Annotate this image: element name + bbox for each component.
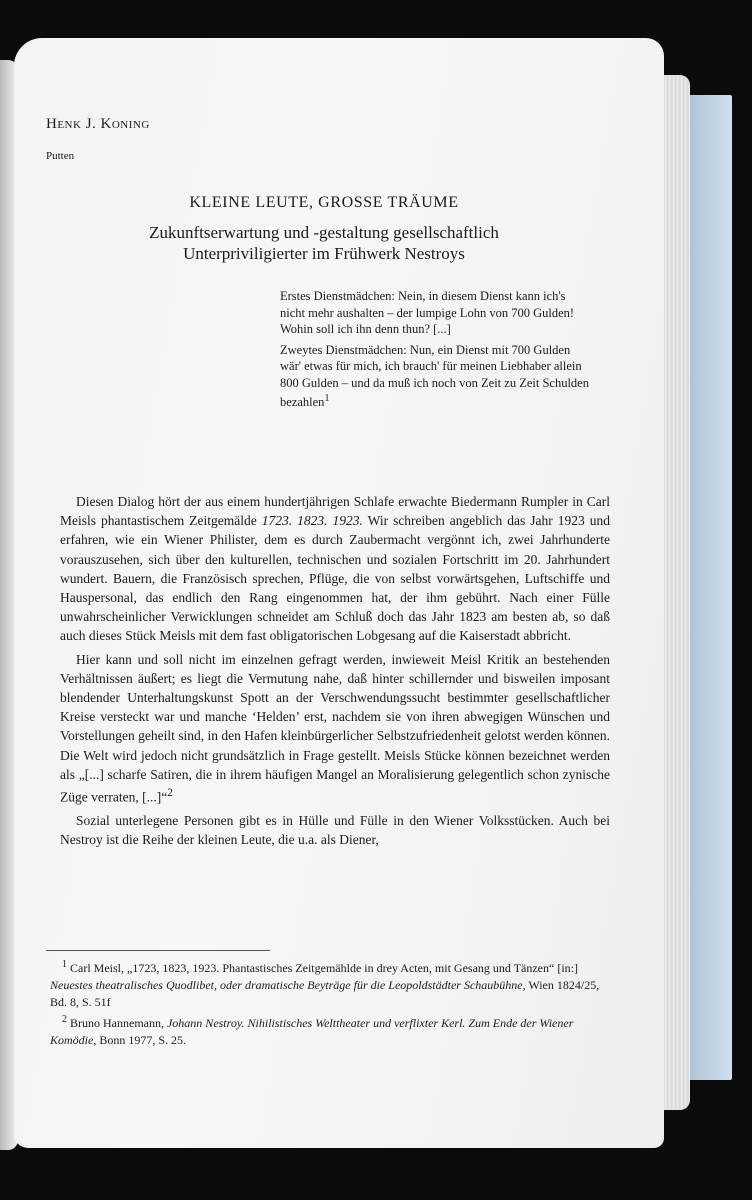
subtitle-line: Unterpriviligierter im Frühwerk Nestroys bbox=[183, 244, 465, 263]
body-p1-text-a: Diesen Dialog hört der aus einem hundertjährigen Schlafe erwachte Biedermann Rumpler in Carl Meisls phantastischem Zeitgemälde bbox=[60, 494, 610, 529]
footnote-1 bbox=[50, 956, 615, 1011]
footnote-mark: 1 bbox=[324, 393, 330, 404]
chapter-title: KLEINE LEUTE, GROSSE TRÄUME bbox=[189, 194, 459, 211]
footnote-mark: 2 bbox=[167, 787, 173, 800]
footnotes bbox=[50, 956, 615, 1049]
footnote-1-mark: 1 bbox=[62, 959, 67, 970]
footnote-2-text-a: Bruno Hannemann, bbox=[70, 1016, 167, 1030]
footnote-2-text-b: Bonn 1977, S. 25. bbox=[96, 1033, 187, 1047]
quote-paragraph-1: Erstes Dienstmädchen: Nein, in diesem Dienst kann ich's nicht mehr aushalten – der lumpige Lohn von 700 Gulden! Wohin soll ich ihn denn thun? [...] bbox=[280, 289, 575, 336]
subtitle-line: Zukunftserwartung und -gestaltung gesellschaftlich bbox=[149, 223, 499, 242]
footnote-1-text-b: Wien 1824/25, Bd. 8, S. 51f bbox=[50, 978, 600, 1009]
body-paragraph-2 bbox=[60, 650, 610, 807]
work-title: 1723. 1823. 1923. bbox=[261, 513, 363, 529]
quote-paragraph-2-text: Zweytes Dienstmädchen: Nun, ein Dienst mit 700 Gulden wär' etwas für mich, ich brauch' für meinen Liebhaber allein 800 Gulden – und da muß ich noch von Zeit zu Zeit Schulden bezahlen bbox=[280, 342, 589, 410]
book-page bbox=[14, 38, 664, 1148]
body-paragraph-1 bbox=[60, 492, 610, 646]
footnote-divider bbox=[46, 950, 270, 951]
body-paragraph-3: Sozial unterlegene Personen gibt es in Hülle und Fülle in den Wiener Volksstücken. Auch bei Nestroy ist die Reihe der kleinen Leute, die u.a. als Diener, bbox=[60, 812, 610, 847]
footnote-2 bbox=[50, 1011, 615, 1049]
body-p1-text-b: Wir schreiben angeblich das Jahr 1923 und erfahren, wie ein Wiener Philister, dem es durch Zaubermacht vergönnt ich, zwei Jahrhunderte vorauszusehen, sich über den kulturellen, technischen und sozialen Fortschritt im 20. Jahrhundert wundert. Bauern, die Französisch sprechen, Pflüge, die von selbst vorwärtsgehen, Luftschiffe und Hauspersonal, das endlich den Rang eingenommen hat, der ihm gebührt. Nach einer Fülle unwahrscheinlicher Verwicklungen schneidet am Schluß doch das Jahr 1823 am besten ab, so daß auch dieses Stück Meisls mit dem fast obligatorischen Lobgesang auf die Kaiserstadt abbricht. bbox=[60, 513, 611, 644]
footnote-2-mark: 2 bbox=[62, 1014, 67, 1025]
chapter-subtitle bbox=[14, 222, 634, 264]
running-header-place: Putten bbox=[46, 150, 75, 162]
footnote-1-italic: Neuestes theatralisches Quodlibet, oder dramatische Beyträge für die Leopoldstädter Schaubühne, bbox=[50, 978, 526, 992]
quote-paragraph-2 bbox=[280, 342, 590, 411]
body-p2-text: Hier kann und soll nicht im einzelnen gefragt werden, inwieweit Meisl Kritik an bestehenden Verhältnissen äußert; es liegt die Vermutung nahe, daß hinter schillernder und bisweilen imposant blendender Unterhaltungskunst Spott an der Verschwendungssucht bestimmter gesellschaftlicher Kreise versteckt war und manche ‘Helden’ erst, nachdem sie von ihren abwegigen Wünschen und Vorstellungen geheilt sind, in den Hafen kleinbürgerlicher Selbstzufriedenheit gelotst werden können. Die Welt wird jedoch nicht grundsätzlich in Frage gestellt. Meisls Stücke können bezeichnet werden als „[...] scharfe Satiren, die in ihrem häufigen Mangel an Moralisierung gelegentlich schon zynische Züge verraten, [...]“ bbox=[60, 651, 610, 805]
footnote-1-text-a: Carl Meisl, „1723, 1823, 1923. Phantastisches Zeitgemählde in drey Acten, mit Gesang und Tänzen“ [in:] bbox=[70, 961, 578, 975]
body-text bbox=[60, 492, 610, 853]
epigraph-quote bbox=[280, 288, 590, 415]
footnote-2-italic: Johann Nestroy. Nihilistisches Welttheater und verflixter Kerl. Zum Ende der Wiener Komödie, bbox=[50, 1016, 574, 1047]
running-header-author: Henk J. Koning bbox=[46, 116, 150, 132]
